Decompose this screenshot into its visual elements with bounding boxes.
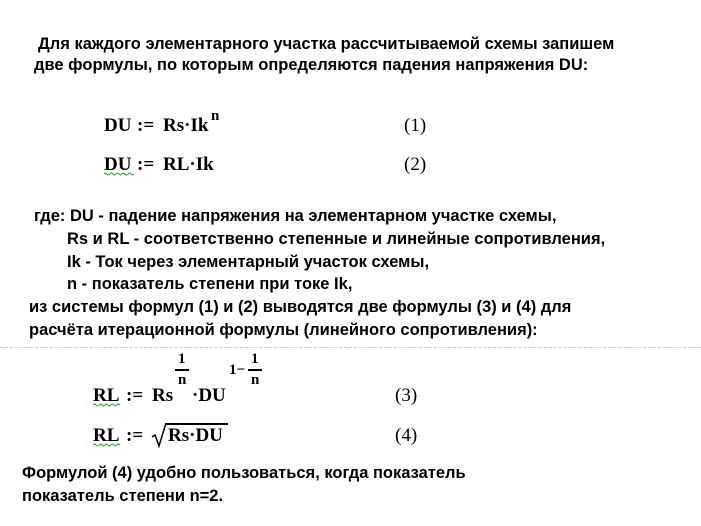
formula-3-exp1-numerator: 1 [178,351,186,367]
formula-4-assign: := [126,425,144,446]
definitions-line-5: из системы формул (1) и (2) выводятся две формулы (3) и (4) для [29,298,572,316]
definitions-line-4: n - показатель степени при токе Ik, [67,275,353,293]
conclusion-line-2: показатель степени n=2. [22,487,224,505]
square-root-icon [151,422,167,448]
formula-2-assign: := [137,154,155,175]
formula-2-number: (2) [404,154,427,175]
spellcheck-underline [93,443,121,447]
spellcheck-underline [93,403,121,407]
conclusion-line-1: Формулой (4) удобно пользоваться, когда показатель [22,464,466,482]
formula-1-exponent: n [211,108,220,124]
formula-2-lhs: DU [104,154,132,175]
fraction-bar [248,369,262,371]
formula-3-lhs: RL [93,385,120,406]
formula-4-radicand: Rs·DU [168,425,223,446]
formula-1-lhs: DU [104,115,132,136]
definitions-line-6: расчёта итерационной формулы (линейного сопротивления): [29,321,538,339]
formula-2-rhs: RL·Ik [163,154,214,175]
formula-1-rhs: Rs·Ik [163,115,209,136]
formula-1-assign: := [137,115,155,136]
page-divider [0,347,701,348]
intro-line-2: две формулы, по которым определяются падения напряжения DU: [34,56,589,74]
intro-line-1: Для каждого элементарного участка рассчитываемой схемы запишем [38,35,615,53]
formula-3-mid: ·DU [192,385,226,406]
formula-3-number: (3) [395,385,418,406]
formula-3-assign: := [126,385,144,406]
definitions-line-2: Rs и RL - соответственно степенные и линейные сопротивления, [67,230,606,248]
definitions-line-3: Ik - Ток через элементарный участок схемы, [67,253,430,271]
formula-3-exp2-numerator: 1 [251,351,259,367]
definitions-line-1: где: DU - падение напряжения на элементарном участке схемы, [34,207,557,225]
formula-4-lhs: RL [93,425,120,446]
spellcheck-underline [104,172,134,176]
formula-3-exp1-denominator: n [178,372,187,388]
fraction-bar [175,369,189,371]
formula-1-number: (1) [404,115,427,136]
formula-3-exp2-prefix: 1− [229,362,246,378]
formula-4-number: (4) [395,425,418,446]
formula-3-exp2-denominator: n [251,372,260,388]
formula-3-base: Rs [152,385,174,406]
